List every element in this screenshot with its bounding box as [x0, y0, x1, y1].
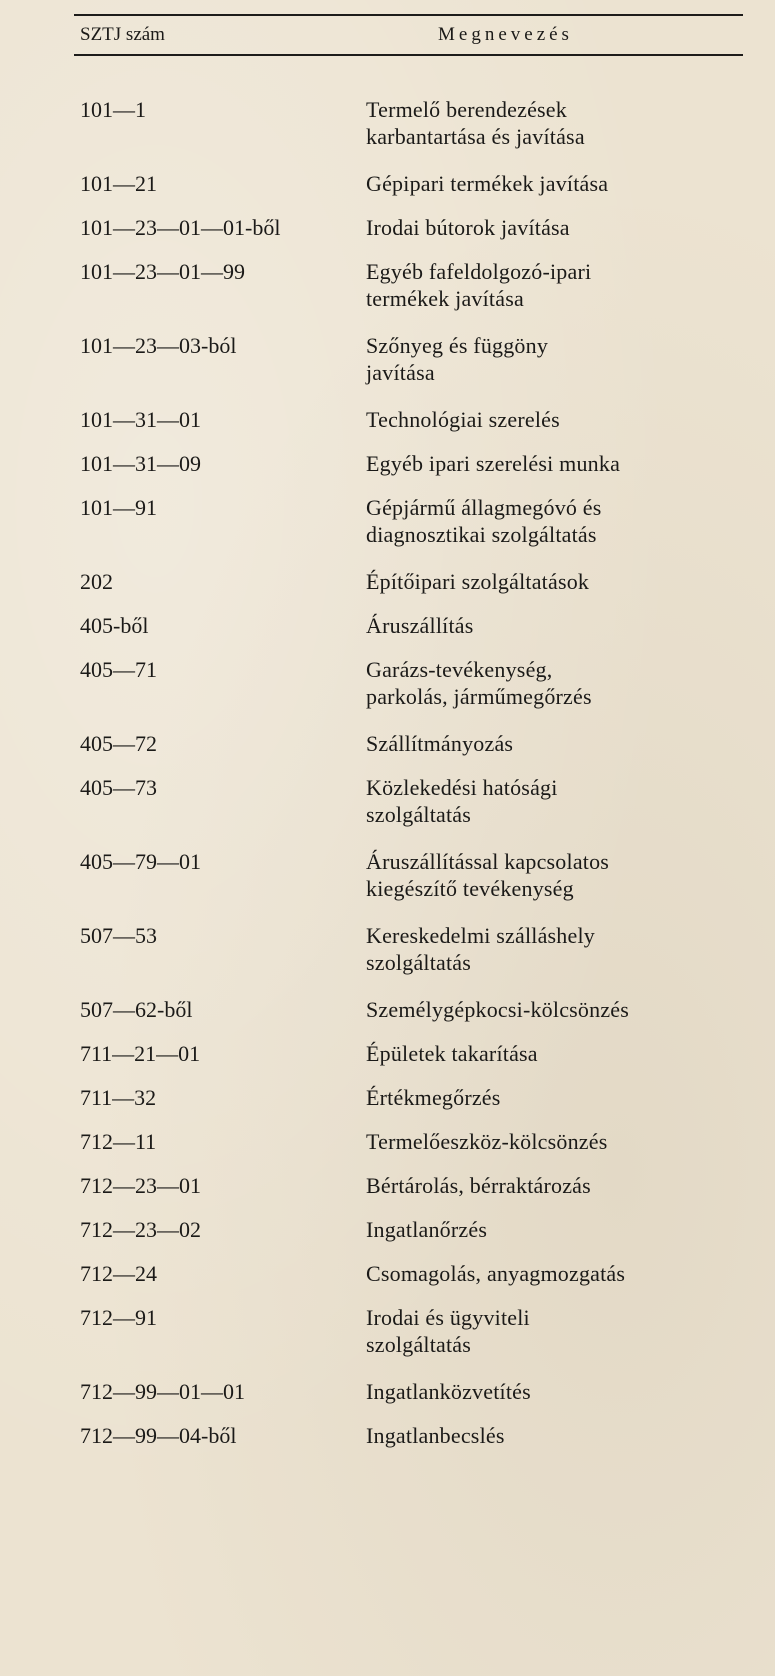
sztj-code: 405—71: [80, 657, 157, 682]
sztj-code: 405—79—01: [80, 849, 201, 874]
service-name: Technológiai szerelés: [366, 407, 560, 432]
sztj-code: 405—72: [80, 731, 157, 756]
service-name: Ingatlanbecslés: [366, 1423, 505, 1448]
sztj-code: 712—11: [80, 1129, 157, 1154]
sztj-code: 101—23—03-ból: [80, 333, 237, 358]
sztj-code: 712—23—02: [80, 1217, 201, 1242]
service-name: Ingatlanőrzés: [366, 1217, 488, 1242]
service-name: Gépjármű állagmegóvó és diagnosztikai szolgáltatás: [366, 495, 602, 547]
service-name: Termelő berendezések karbantartása és javítása: [366, 97, 585, 149]
sztj-code: 101—21: [80, 171, 157, 196]
service-name: Értékmegőrzés: [366, 1085, 501, 1110]
sztj-code: 712—99—04-ből: [80, 1423, 237, 1448]
service-name: Egyéb ipari szerelési munka: [366, 451, 621, 476]
service-name: Építőipari szolgáltatások: [366, 569, 590, 594]
service-name: Személygépkocsi-kölcsönzés: [366, 997, 630, 1022]
sztj-code: 202: [80, 569, 113, 594]
service-name: Ingatlanközvetítés: [366, 1379, 531, 1404]
sztj-code: 101—31—09: [80, 451, 201, 476]
service-name: Csomagolás, anyagmozgatás: [366, 1261, 626, 1286]
service-name: Áruszállítás: [366, 613, 474, 638]
sztj-code: 712—24: [80, 1261, 157, 1286]
service-name: Irodai bútorok javítása: [366, 215, 570, 240]
service-name: Közlekedési hatósági szolgáltatás: [366, 775, 558, 827]
service-name: Gépipari termékek javítása: [366, 171, 609, 196]
service-name: Kereskedelmi szálláshely szolgáltatás: [366, 923, 595, 975]
sztj-code: 405-ből: [80, 613, 149, 638]
sztj-code: 507—62-ből: [80, 997, 193, 1022]
service-name: Garázs-tevékenység, parkolás, járműmegőrzés: [366, 657, 592, 709]
sztj-code: 101—23—01—99: [80, 259, 245, 284]
sztj-code: 711—32: [80, 1085, 157, 1110]
service-name: Bértárolás, bérraktározás: [366, 1173, 591, 1198]
sztj-code: 712—99—01—01: [80, 1379, 245, 1404]
sztj-code: 712—23—01: [80, 1173, 201, 1198]
column-header-name: Megnevezés: [438, 24, 573, 45]
sztj-code: 405—73: [80, 775, 157, 800]
service-name: Szőnyeg és függöny javítása: [366, 333, 549, 385]
sztj-code: 712—91: [80, 1305, 157, 1330]
service-name: Irodai és ügyviteli szolgáltatás: [366, 1305, 530, 1357]
service-name: Épületek takarítása: [366, 1041, 538, 1066]
service-name: Szállítmányozás: [366, 731, 514, 756]
sztj-code: 711—21—01: [80, 1041, 201, 1066]
column-header-code: SZTJ szám: [80, 24, 165, 45]
sztj-code: 101—91: [80, 495, 157, 520]
service-name: Áruszállítással kapcsolatos kiegészítő tevékenység: [366, 849, 610, 901]
service-name: Egyéb fafeldolgozó-ipari termékek javítása: [366, 259, 592, 311]
sztj-code: 101—23—01—01-ből: [80, 215, 281, 240]
service-name: Termelőeszköz-kölcsönzés: [366, 1129, 608, 1154]
sztj-code: 101—31—01: [80, 407, 201, 432]
sztj-code: 101—1: [80, 97, 146, 122]
sztj-code: 507—53: [80, 923, 157, 948]
